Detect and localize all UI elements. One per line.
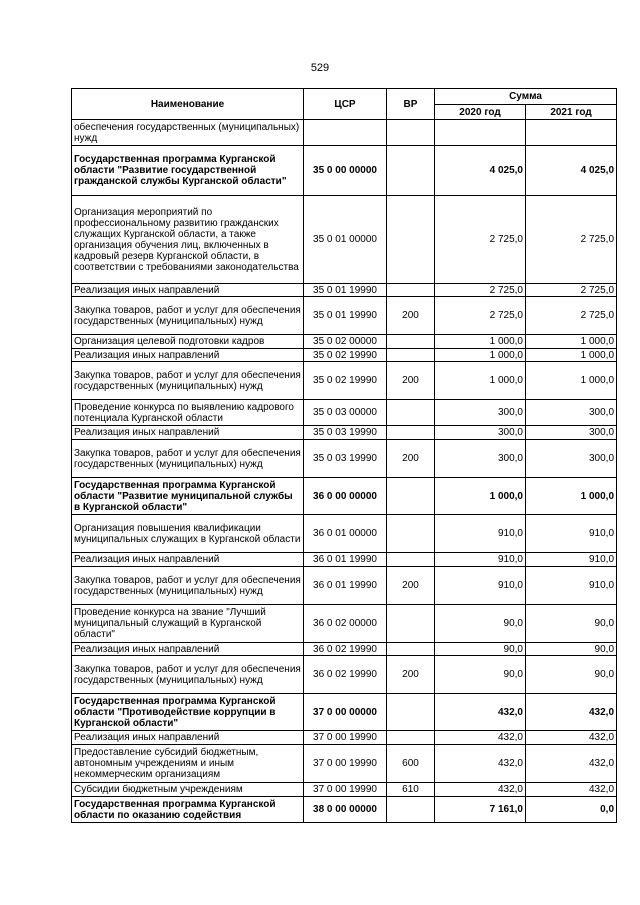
row-csr-cell: 35 0 03 19990: [304, 440, 387, 478]
row-sum-2020-cell: 910,0: [435, 553, 526, 567]
row-vr-cell: [387, 643, 435, 656]
table-header: [72, 89, 617, 120]
row-name-cell: Государственная программа Курганской области "Противодействие коррупции в Курганской области": [72, 694, 304, 731]
row-vr-cell: [387, 797, 435, 823]
row-csr-cell: 35 0 01 19990: [304, 284, 387, 297]
row-sum-2020-cell: 90,0: [435, 643, 526, 656]
row-sum-2021-cell: 4 025,0: [526, 146, 617, 196]
row-name-cell: Закупка товаров, работ и услуг для обеспечения государственных (муниципальных) нужд: [72, 297, 304, 335]
row-csr-cell: 35 0 01 00000: [304, 196, 387, 284]
row-name-cell: Реализация иных направлений: [72, 553, 304, 567]
row-name-cell: Реализация иных направлений: [72, 284, 304, 297]
row-sum-2021-cell: 90,0: [526, 656, 617, 694]
row-sum-2021-cell: 910,0: [526, 553, 617, 567]
table-row: [72, 297, 617, 335]
row-name-cell: Проведение конкурса по выявлению кадрового потенциала Курганской области: [72, 400, 304, 426]
table-row: [72, 731, 617, 745]
row-sum-2021-cell: 300,0: [526, 426, 617, 440]
row-csr-cell: 38 0 00 00000: [304, 797, 387, 823]
header-vr: ВР: [387, 89, 435, 120]
table-row: [72, 146, 617, 196]
row-csr-cell: 36 0 02 19990: [304, 643, 387, 656]
row-vr-cell: 200: [387, 567, 435, 605]
row-vr-cell: 200: [387, 440, 435, 478]
row-sum-2021-cell: 432,0: [526, 694, 617, 731]
row-csr-cell: 35 0 02 00000: [304, 335, 387, 349]
table-row: [72, 553, 617, 567]
row-name-cell: Закупка товаров, работ и услуг для обеспечения государственных (муниципальных) нужд: [72, 567, 304, 605]
row-name-cell: Реализация иных направлений: [72, 731, 304, 745]
table-row: [72, 643, 617, 656]
row-csr-cell: 37 0 00 19990: [304, 745, 387, 783]
row-sum-2020-cell: 300,0: [435, 440, 526, 478]
row-csr-cell: 36 0 01 19990: [304, 553, 387, 567]
row-name-cell: Реализация иных направлений: [72, 643, 304, 656]
row-csr-cell: 35 0 00 00000: [304, 146, 387, 196]
table-row: [72, 515, 617, 553]
row-csr-cell: 35 0 02 19990: [304, 362, 387, 400]
row-sum-2021-cell: 2 725,0: [526, 196, 617, 284]
row-csr-cell: 36 0 02 19990: [304, 656, 387, 694]
row-sum-2020-cell: 90,0: [435, 656, 526, 694]
header-csr: ЦСР: [304, 89, 387, 120]
row-csr-cell: 36 0 02 00000: [304, 605, 387, 643]
row-vr-cell: [387, 478, 435, 515]
row-name-cell: Государственная программа Курганской области по оказанию содействия: [72, 797, 304, 823]
row-sum-2020-cell: 432,0: [435, 694, 526, 731]
row-vr-cell: [387, 284, 435, 297]
row-sum-2020-cell: 2 725,0: [435, 297, 526, 335]
row-name-cell: Организация целевой подготовки кадров: [72, 335, 304, 349]
row-sum-2020-cell: 90,0: [435, 605, 526, 643]
row-name-cell: Реализация иных направлений: [72, 426, 304, 440]
row-sum-2021-cell: 1 000,0: [526, 335, 617, 349]
table-row: [72, 694, 617, 731]
table-row: [72, 440, 617, 478]
row-name-cell: Закупка товаров, работ и услуг для обеспечения государственных (муниципальных) нужд: [72, 656, 304, 694]
table-row: [72, 783, 617, 797]
row-csr-cell: 35 0 01 19990: [304, 297, 387, 335]
row-sum-2021-cell: 1 000,0: [526, 349, 617, 362]
row-sum-2021-cell: [526, 120, 617, 146]
row-name-cell: Организация мероприятий по профессиональному развитию гражданских служащих Курганской области, а также организация обучения лиц, включенных в кадровый резерв Курганской области, в соответствии с требованиями законодательства: [72, 196, 304, 284]
table-row: [72, 284, 617, 297]
table-body: [72, 120, 617, 823]
row-sum-2021-cell: 432,0: [526, 731, 617, 745]
row-name-cell: Реализация иных направлений: [72, 349, 304, 362]
row-csr-cell: 37 0 00 00000: [304, 694, 387, 731]
row-csr-cell: 36 0 00 00000: [304, 478, 387, 515]
row-csr-cell: [304, 120, 387, 146]
row-sum-2020-cell: [435, 120, 526, 146]
row-csr-cell: 35 0 03 00000: [304, 400, 387, 426]
row-sum-2020-cell: 1 000,0: [435, 362, 526, 400]
row-sum-2021-cell: 90,0: [526, 605, 617, 643]
row-csr-cell: 35 0 02 19990: [304, 349, 387, 362]
row-sum-2020-cell: 910,0: [435, 567, 526, 605]
table-row: [72, 478, 617, 515]
row-sum-2021-cell: 910,0: [526, 515, 617, 553]
row-vr-cell: [387, 146, 435, 196]
row-sum-2020-cell: 432,0: [435, 731, 526, 745]
budget-table: [71, 88, 617, 823]
row-vr-cell: 200: [387, 297, 435, 335]
table-row: [72, 426, 617, 440]
row-sum-2021-cell: 910,0: [526, 567, 617, 605]
row-sum-2020-cell: 2 725,0: [435, 284, 526, 297]
header-sum: Сумма: [435, 89, 617, 105]
row-sum-2020-cell: 1 000,0: [435, 335, 526, 349]
row-vr-cell: [387, 400, 435, 426]
row-name-cell: Государственная программа Курганской области "Развитие государственной гражданской службы Курганской области": [72, 146, 304, 196]
row-name-cell: Закупка товаров, работ и услуг для обеспечения государственных (муниципальных) нужд: [72, 362, 304, 400]
row-vr-cell: 200: [387, 656, 435, 694]
row-csr-cell: 36 0 01 19990: [304, 567, 387, 605]
row-vr-cell: [387, 426, 435, 440]
table-row: [72, 745, 617, 783]
row-csr-cell: 36 0 01 00000: [304, 515, 387, 553]
header-year-2020: 2020 год: [435, 105, 526, 120]
row-sum-2020-cell: 2 725,0: [435, 196, 526, 284]
row-vr-cell: 200: [387, 362, 435, 400]
row-sum-2020-cell: 910,0: [435, 515, 526, 553]
row-sum-2021-cell: 432,0: [526, 783, 617, 797]
row-vr-cell: [387, 694, 435, 731]
header-year-2021: 2021 год: [526, 105, 617, 120]
row-name-cell: Организация повышения квалификации муниципальных служащих в Курганской области: [72, 515, 304, 553]
row-sum-2020-cell: 432,0: [435, 783, 526, 797]
row-name-cell: Закупка товаров, работ и услуг для обеспечения государственных (муниципальных) нужд: [72, 440, 304, 478]
row-name-cell: Проведение конкурса на звание "Лучший муниципальный служащий в Курганской области": [72, 605, 304, 643]
row-vr-cell: [387, 335, 435, 349]
row-sum-2021-cell: 300,0: [526, 440, 617, 478]
table-row: [72, 349, 617, 362]
row-sum-2020-cell: 4 025,0: [435, 146, 526, 196]
row-vr-cell: [387, 553, 435, 567]
row-sum-2021-cell: 1 000,0: [526, 478, 617, 515]
row-vr-cell: [387, 120, 435, 146]
table-row: [72, 196, 617, 284]
table-row: [72, 656, 617, 694]
table-row: [72, 400, 617, 426]
row-csr-cell: 37 0 00 19990: [304, 731, 387, 745]
row-vr-cell: [387, 196, 435, 284]
row-vr-cell: [387, 349, 435, 362]
row-csr-cell: 37 0 00 19990: [304, 783, 387, 797]
row-sum-2021-cell: 1 000,0: [526, 362, 617, 400]
row-sum-2020-cell: 1 000,0: [435, 478, 526, 515]
table-row: [72, 605, 617, 643]
row-name-cell: Субсидии бюджетным учреждениям: [72, 783, 304, 797]
row-vr-cell: [387, 605, 435, 643]
row-csr-cell: 35 0 03 19990: [304, 426, 387, 440]
row-vr-cell: [387, 731, 435, 745]
row-vr-cell: [387, 515, 435, 553]
row-name-cell: Предоставление субсидий бюджетным, автономным учреждениям и иным некоммерческим организациям: [72, 745, 304, 783]
row-sum-2020-cell: 300,0: [435, 400, 526, 426]
row-sum-2020-cell: 7 161,0: [435, 797, 526, 823]
header-name: Наименование: [72, 89, 304, 120]
row-name-cell: Государственная программа Курганской области "Развитие муниципальной службы в Курганской области": [72, 478, 304, 515]
table-row: [72, 567, 617, 605]
row-vr-cell: 610: [387, 783, 435, 797]
row-sum-2020-cell: 432,0: [435, 745, 526, 783]
page-number: 529: [310, 62, 330, 74]
row-sum-2020-cell: 1 000,0: [435, 349, 526, 362]
table-row: [72, 120, 617, 146]
row-sum-2021-cell: 300,0: [526, 400, 617, 426]
row-sum-2021-cell: 90,0: [526, 643, 617, 656]
row-sum-2021-cell: 2 725,0: [526, 297, 617, 335]
row-sum-2021-cell: 2 725,0: [526, 284, 617, 297]
row-vr-cell: 600: [387, 745, 435, 783]
table-row: [72, 335, 617, 349]
row-sum-2020-cell: 300,0: [435, 426, 526, 440]
row-sum-2021-cell: 0,0: [526, 797, 617, 823]
row-name-cell: обеспечения государственных (муниципальных) нужд: [72, 120, 304, 146]
table-row: [72, 362, 617, 400]
row-sum-2021-cell: 432,0: [526, 745, 617, 783]
table-row: [72, 797, 617, 823]
